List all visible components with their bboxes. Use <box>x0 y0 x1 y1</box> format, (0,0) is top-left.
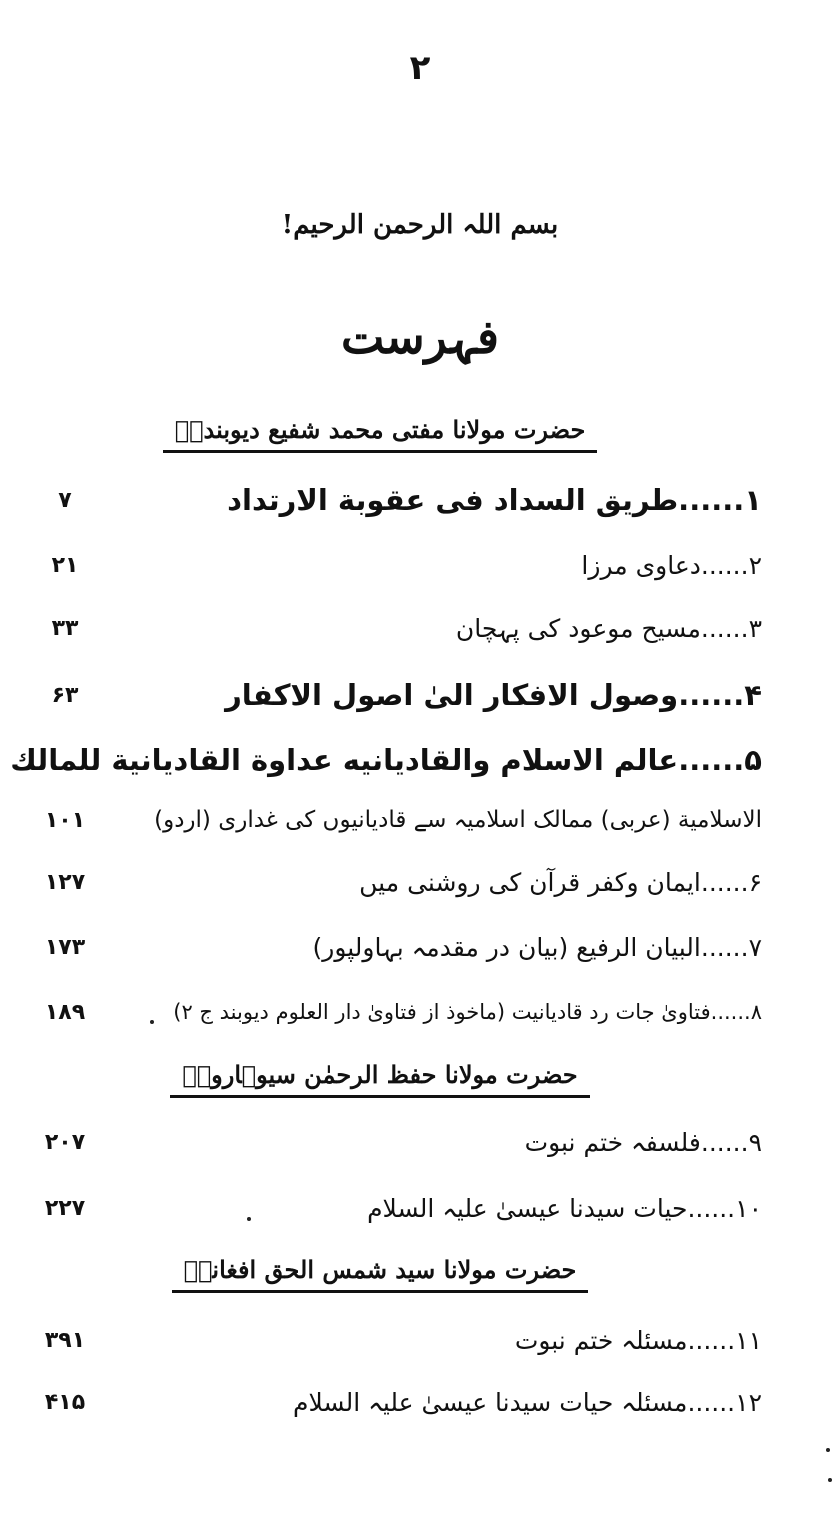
entry-title: ۵......عالم الاسلام والقادیانیه عداوة القادیانیة للمالك <box>10 743 762 777</box>
entry-page-number: ۲۱ <box>51 552 79 578</box>
toc-entry <box>30 675 762 715</box>
entry-title: ۲......دعاوی مرزا <box>581 550 762 580</box>
section-author: حضرت مولانا مفتی محمد شفیع دیوبندیؒ <box>163 415 598 453</box>
page-title: فہرست <box>340 310 500 364</box>
entry-page-number: ۱۸۹ <box>44 999 86 1025</box>
entry-page-number: ۳۹۱ <box>44 1327 86 1353</box>
entry-title: ۷......البیان الرفیع (بیان در مقدمہ بہاولپور) <box>312 932 762 962</box>
toc-entry <box>30 927 762 967</box>
toc-entry <box>30 1188 762 1228</box>
entry-title: الاسلامیة (عربی) ممالک اسلامیہ سے قادیانیوں کی غداری (اردو) <box>154 807 762 833</box>
toc-entry <box>30 862 762 902</box>
page-number: ۲ <box>409 48 431 88</box>
entry-page-number: ۳۳ <box>51 615 79 641</box>
section-heading-hifzur-rahman <box>0 1060 760 1098</box>
scan-speck <box>150 1020 154 1024</box>
scan-speck <box>828 1478 832 1482</box>
section-heading-mufti-shafi <box>0 415 760 453</box>
section-heading-shamsul-haq <box>0 1255 760 1293</box>
entry-page-number: ۱۷۳ <box>44 934 86 960</box>
entry-title: ۱......طریق السداد فی عقوبة الارتداد <box>227 483 762 517</box>
section-author: حضرت مولانا حفظ الرحمٰن سیوہارویؒ <box>170 1060 589 1098</box>
toc-entry <box>30 1320 762 1360</box>
scan-speck <box>826 1448 830 1452</box>
entry-page-number: ۱۲۷ <box>44 869 86 895</box>
toc-entry <box>30 1122 762 1162</box>
entry-page-number: ۲۲۷ <box>44 1195 86 1221</box>
entry-page-number: ۴۱۵ <box>44 1389 86 1415</box>
bismillah-heading: بسم اللہ الرحمن الرحیم! <box>281 210 559 240</box>
section-author: حضرت مولانا سید شمس الحق افغانیؒ <box>172 1255 589 1293</box>
entry-title: ۱۰......حیات سیدنا عیسیٰ علیہ السلام <box>367 1193 762 1223</box>
entry-title: ۳......مسیح موعود کی پہچان <box>455 613 762 643</box>
entry-page-number: ۷ <box>58 487 72 513</box>
entry-title: ۴......وصول الافکار الیٰ اصول الاکفار <box>225 678 762 712</box>
toc-entry <box>30 608 762 648</box>
entry-title: ۶......ایمان وکفر قرآن کی روشنی میں <box>359 867 762 897</box>
entry-title: ۸......فتاویٰ جات رد قادیانیت (ماخوذ از فتاویٰ دار العلوم دیوبند ج ۲) <box>173 1000 762 1024</box>
entry-page-number: ۶۳ <box>51 682 79 708</box>
toc-entry <box>30 1382 762 1422</box>
toc-entry <box>10 740 762 780</box>
toc-entry <box>30 545 762 585</box>
entry-page-number: ۱۰۱ <box>44 807 86 833</box>
entry-title: ۱۲......مسئلہ حیات سیدنا عیسیٰ علیہ السلام <box>292 1387 762 1417</box>
toc-entry-continuation <box>30 800 762 840</box>
scan-speck <box>247 1217 251 1221</box>
toc-entry <box>30 992 762 1032</box>
entry-title: ۱۱......مسئلہ ختم نبوت <box>514 1325 762 1355</box>
toc-entry <box>30 480 762 520</box>
entry-page-number: ۲۰۷ <box>44 1129 86 1155</box>
entry-title: ۹......فلسفہ ختم نبوت <box>524 1127 762 1157</box>
